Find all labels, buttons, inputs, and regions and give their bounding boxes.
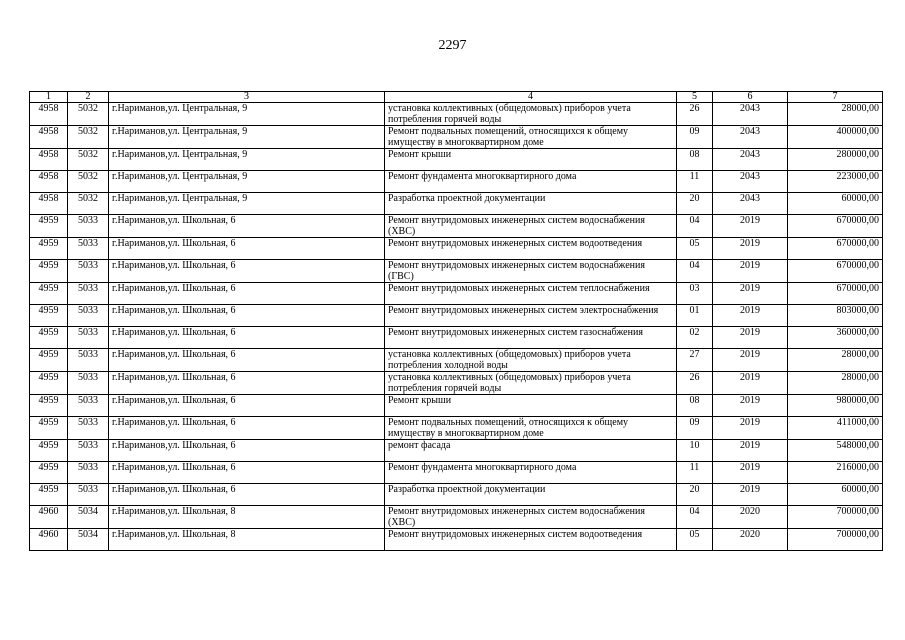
- year-cell: 2019: [713, 484, 788, 506]
- page-number: 2297: [438, 38, 467, 53]
- house-id-cell: 5033: [68, 462, 109, 484]
- work-type-cell: Ремонт внутридомовых инженерных систем газоснабжения: [385, 327, 677, 349]
- cost-cell: 280000,00: [788, 149, 883, 171]
- year-cell: 2043: [713, 171, 788, 193]
- address-cell: г.Нариманов,ул. Школьная, 8: [109, 506, 385, 529]
- cost-cell: 670000,00: [788, 283, 883, 305]
- record-number-cell: 4959: [30, 238, 68, 260]
- table-body: [30, 103, 883, 551]
- year-cell: 2019: [713, 395, 788, 417]
- address-cell: г.Нариманов,ул. Центральная, 9: [109, 193, 385, 215]
- cost-cell: 548000,00: [788, 440, 883, 462]
- year-cell: 2019: [713, 260, 788, 283]
- work-type-cell: Ремонт подвальных помещений, относящихся к общему имуществу в многоквартирном доме: [385, 126, 677, 149]
- house-id-cell: 5032: [68, 171, 109, 193]
- column-header: 5: [677, 92, 713, 103]
- work-type-cell: установка коллективных (общедомовых) приборов учета потребления горячей воды: [385, 103, 677, 126]
- record-number-cell: 4960: [30, 506, 68, 529]
- year-cell: 2020: [713, 506, 788, 529]
- record-number-cell: 4958: [30, 103, 68, 126]
- year-cell: 2020: [713, 529, 788, 551]
- record-number-cell: 4960: [30, 529, 68, 551]
- cost-cell: 28000,00: [788, 349, 883, 372]
- record-number-cell: 4959: [30, 372, 68, 395]
- address-cell: г.Нариманов,ул. Школьная, 6: [109, 260, 385, 283]
- table-row: [30, 440, 883, 462]
- column-header: 3: [109, 92, 385, 103]
- cost-cell: 28000,00: [788, 103, 883, 126]
- cost-cell: 360000,00: [788, 327, 883, 349]
- work-code-cell: 10: [677, 440, 713, 462]
- year-cell: 2043: [713, 103, 788, 126]
- house-id-cell: 5034: [68, 529, 109, 551]
- address-cell: г.Нариманов,ул. Школьная, 6: [109, 349, 385, 372]
- table-row: [30, 238, 883, 260]
- cost-cell: 980000,00: [788, 395, 883, 417]
- table-row: [30, 395, 883, 417]
- table-row: [30, 103, 883, 126]
- work-type-cell: Ремонт внутридомовых инженерных систем водоснабжения (ХВС): [385, 215, 677, 238]
- year-cell: 2019: [713, 283, 788, 305]
- address-cell: г.Нариманов,ул. Школьная, 6: [109, 238, 385, 260]
- work-code-cell: 11: [677, 462, 713, 484]
- table-row: [30, 327, 883, 349]
- house-id-cell: 5032: [68, 103, 109, 126]
- work-code-cell: 08: [677, 149, 713, 171]
- work-type-cell: установка коллективных (общедомовых) приборов учета потребления горячей воды: [385, 372, 677, 395]
- header-row: [30, 92, 883, 103]
- year-cell: 2019: [713, 440, 788, 462]
- work-code-cell: 27: [677, 349, 713, 372]
- table-row: [30, 215, 883, 238]
- work-type-cell: Ремонт фундамента многоквартирного дома: [385, 462, 677, 484]
- house-id-cell: 5032: [68, 193, 109, 215]
- cost-cell: 670000,00: [788, 238, 883, 260]
- house-id-cell: 5033: [68, 395, 109, 417]
- address-cell: г.Нариманов,ул. Школьная, 6: [109, 417, 385, 440]
- record-number-cell: 4959: [30, 215, 68, 238]
- column-header: 7: [788, 92, 883, 103]
- cost-cell: 803000,00: [788, 305, 883, 327]
- record-number-cell: 4958: [30, 193, 68, 215]
- table-row: [30, 149, 883, 171]
- table-row: [30, 417, 883, 440]
- work-code-cell: 04: [677, 215, 713, 238]
- table-row: [30, 171, 883, 193]
- record-number-cell: 4959: [30, 462, 68, 484]
- address-cell: г.Нариманов,ул. Школьная, 6: [109, 305, 385, 327]
- work-type-cell: Разработка проектной документации: [385, 484, 677, 506]
- year-cell: 2019: [713, 417, 788, 440]
- cost-cell: 216000,00: [788, 462, 883, 484]
- address-cell: г.Нариманов,ул. Школьная, 6: [109, 395, 385, 417]
- year-cell: 2019: [713, 215, 788, 238]
- address-cell: г.Нариманов,ул. Школьная, 6: [109, 283, 385, 305]
- address-cell: г.Нариманов,ул. Центральная, 9: [109, 149, 385, 171]
- table-row: [30, 305, 883, 327]
- year-cell: 2019: [713, 462, 788, 484]
- address-cell: г.Нариманов,ул. Центральная, 9: [109, 126, 385, 149]
- address-cell: г.Нариманов,ул. Школьная, 6: [109, 440, 385, 462]
- address-cell: г.Нариманов,ул. Школьная, 6: [109, 484, 385, 506]
- table-row: [30, 462, 883, 484]
- house-id-cell: 5033: [68, 372, 109, 395]
- house-id-cell: 5032: [68, 149, 109, 171]
- work-code-cell: 11: [677, 171, 713, 193]
- cost-cell: 28000,00: [788, 372, 883, 395]
- house-id-cell: 5033: [68, 283, 109, 305]
- column-header: 1: [30, 92, 68, 103]
- work-code-cell: 05: [677, 529, 713, 551]
- work-code-cell: 09: [677, 417, 713, 440]
- work-code-cell: 03: [677, 283, 713, 305]
- table-row: [30, 349, 883, 372]
- address-cell: г.Нариманов,ул. Школьная, 6: [109, 462, 385, 484]
- work-code-cell: 04: [677, 506, 713, 529]
- work-type-cell: Ремонт крыши: [385, 395, 677, 417]
- work-type-cell: Ремонт крыши: [385, 149, 677, 171]
- work-code-cell: 20: [677, 484, 713, 506]
- year-cell: 2043: [713, 193, 788, 215]
- house-id-cell: 5033: [68, 327, 109, 349]
- work-code-cell: 01: [677, 305, 713, 327]
- year-cell: 2019: [713, 349, 788, 372]
- record-number-cell: 4959: [30, 283, 68, 305]
- year-cell: 2043: [713, 149, 788, 171]
- record-number-cell: 4959: [30, 349, 68, 372]
- table-row: [30, 126, 883, 149]
- column-header: 6: [713, 92, 788, 103]
- work-type-cell: установка коллективных (общедомовых) приборов учета потребления холодной воды: [385, 349, 677, 372]
- house-id-cell: 5033: [68, 260, 109, 283]
- work-type-cell: Ремонт внутридомовых инженерных систем электроснабжения: [385, 305, 677, 327]
- work-code-cell: 04: [677, 260, 713, 283]
- table-row: [30, 484, 883, 506]
- record-number-cell: 4959: [30, 417, 68, 440]
- house-id-cell: 5033: [68, 484, 109, 506]
- work-type-cell: Ремонт внутридомовых инженерных систем водоснабжения (ГВС): [385, 260, 677, 283]
- address-cell: г.Нариманов,ул. Школьная, 6: [109, 215, 385, 238]
- work-type-cell: Ремонт внутридомовых инженерных систем теплоснабжения: [385, 283, 677, 305]
- address-cell: г.Нариманов,ул. Школьная, 6: [109, 372, 385, 395]
- table-row: [30, 529, 883, 551]
- cost-cell: 700000,00: [788, 529, 883, 551]
- table-row: [30, 193, 883, 215]
- record-number-cell: 4959: [30, 484, 68, 506]
- column-header: 2: [68, 92, 109, 103]
- year-cell: 2019: [713, 305, 788, 327]
- work-type-cell: Ремонт подвальных помещений, относящихся к общему имуществу в многоквартирном доме: [385, 417, 677, 440]
- year-cell: 2019: [713, 327, 788, 349]
- cost-cell: 670000,00: [788, 260, 883, 283]
- year-cell: 2019: [713, 238, 788, 260]
- house-id-cell: 5033: [68, 238, 109, 260]
- house-id-cell: 5032: [68, 126, 109, 149]
- record-number-cell: 4959: [30, 440, 68, 462]
- work-code-cell: 09: [677, 126, 713, 149]
- record-number-cell: 4959: [30, 395, 68, 417]
- work-type-cell: Ремонт внутридомовых инженерных систем водоотведения: [385, 529, 677, 551]
- table-row: [30, 283, 883, 305]
- record-number-cell: 4959: [30, 260, 68, 283]
- address-cell: г.Нариманов,ул. Школьная, 8: [109, 529, 385, 551]
- cost-cell: 60000,00: [788, 193, 883, 215]
- column-header: 4: [385, 92, 677, 103]
- record-number-cell: 4958: [30, 149, 68, 171]
- house-id-cell: 5034: [68, 506, 109, 529]
- work-type-cell: Ремонт внутридомовых инженерных систем водоотведения: [385, 238, 677, 260]
- house-id-cell: 5033: [68, 349, 109, 372]
- work-code-cell: 02: [677, 327, 713, 349]
- table-row: [30, 260, 883, 283]
- table-row: [30, 372, 883, 395]
- year-cell: 2043: [713, 126, 788, 149]
- work-type-cell: ремонт фасада: [385, 440, 677, 462]
- table-row: [30, 506, 883, 529]
- record-number-cell: 4958: [30, 171, 68, 193]
- address-cell: г.Нариманов,ул. Центральная, 9: [109, 103, 385, 126]
- work-type-cell: Ремонт внутридомовых инженерных систем водоснабжения (ХВС): [385, 506, 677, 529]
- house-id-cell: 5033: [68, 440, 109, 462]
- work-code-cell: 20: [677, 193, 713, 215]
- cost-cell: 60000,00: [788, 484, 883, 506]
- work-code-cell: 05: [677, 238, 713, 260]
- house-id-cell: 5033: [68, 305, 109, 327]
- record-number-cell: 4959: [30, 305, 68, 327]
- cost-cell: 411000,00: [788, 417, 883, 440]
- capital-repair-table: [29, 91, 883, 551]
- work-type-cell: Ремонт фундамента многоквартирного дома: [385, 171, 677, 193]
- cost-cell: 670000,00: [788, 215, 883, 238]
- work-code-cell: 08: [677, 395, 713, 417]
- cost-cell: 400000,00: [788, 126, 883, 149]
- year-cell: 2019: [713, 372, 788, 395]
- work-type-cell: Разработка проектной документации: [385, 193, 677, 215]
- address-cell: г.Нариманов,ул. Центральная, 9: [109, 171, 385, 193]
- record-number-cell: 4959: [30, 327, 68, 349]
- house-id-cell: 5033: [68, 417, 109, 440]
- address-cell: г.Нариманов,ул. Школьная, 6: [109, 327, 385, 349]
- work-code-cell: 26: [677, 372, 713, 395]
- work-code-cell: 26: [677, 103, 713, 126]
- cost-cell: 223000,00: [788, 171, 883, 193]
- cost-cell: 700000,00: [788, 506, 883, 529]
- house-id-cell: 5033: [68, 215, 109, 238]
- record-number-cell: 4958: [30, 126, 68, 149]
